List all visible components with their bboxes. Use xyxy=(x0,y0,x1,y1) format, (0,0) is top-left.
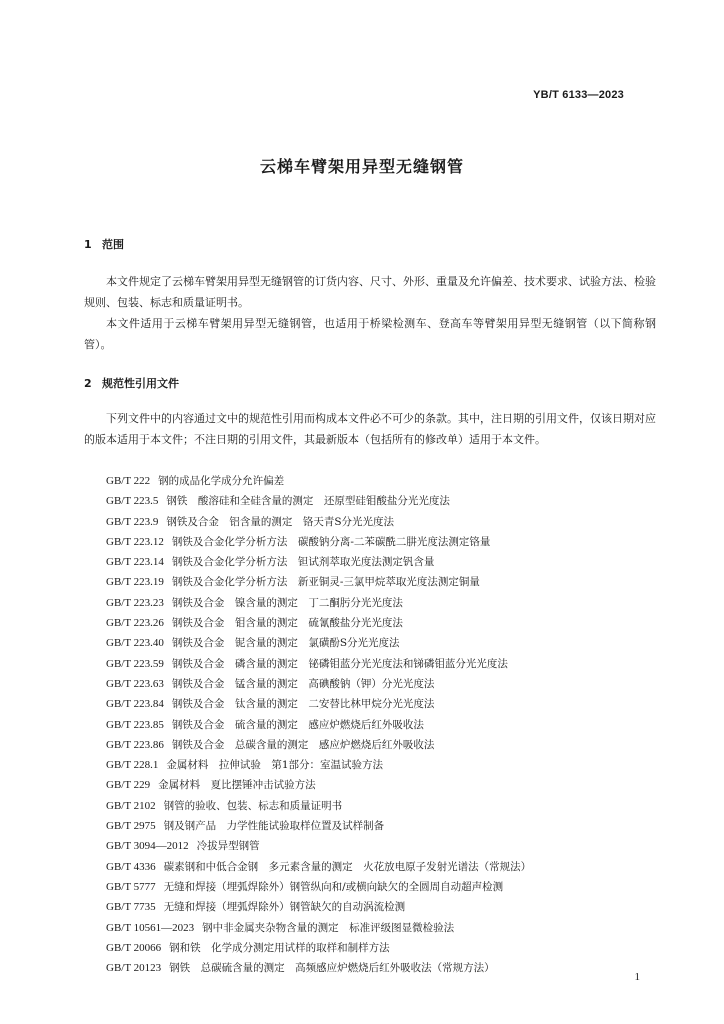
reference-item xyxy=(106,654,666,674)
reference-title: 钢铁及合金 钼含量的测定 硫氰酸盐分光光度法 xyxy=(171,617,403,630)
reference-item xyxy=(106,836,666,856)
reference-code: GB/T 2975 xyxy=(106,820,156,833)
reference-title: 钢铁及合金 铌含量的测定 氯磺酚S分光光度法 xyxy=(171,637,400,650)
reference-title: 钢铁及合金 锰含量的测定 高碘酸钠（钾）分光光度法 xyxy=(171,677,435,690)
section-1-heading xyxy=(84,236,124,252)
reference-title: 无缝和焊接（埋弧焊除外）钢管纵向和/或横向缺欠的全圆周自动超声检测 xyxy=(163,880,504,893)
reference-title: 钢铁 总碳硫含量的测定 高频感应炉燃烧后红外吸收法（常规方法） xyxy=(169,962,495,975)
reference-code: GB/T 223.40 xyxy=(106,637,164,650)
reference-item xyxy=(106,613,666,633)
reference-item xyxy=(106,857,666,877)
reference-code: GB/T 223.84 xyxy=(106,698,164,711)
reference-item xyxy=(106,938,666,958)
reference-item xyxy=(106,593,666,613)
reference-item xyxy=(106,775,666,795)
reference-item xyxy=(106,633,666,653)
reference-item xyxy=(106,735,666,755)
reference-item xyxy=(106,816,666,836)
document-code: YB/T 6133—2023 xyxy=(533,89,624,101)
reference-code: GB/T 223.23 xyxy=(106,596,164,609)
reference-title: 钢和铁 化学成分测定用试样的取样和制样方法 xyxy=(169,941,390,954)
reference-title: 钢铁 酸溶硅和全硅含量的测定 还原型硅钼酸盐分光光度法 xyxy=(166,495,450,508)
reference-title: 金属材料 夏比摆锤冲击试验方法 xyxy=(158,779,316,792)
normative-references-intro: 下列文件中的内容通过文中的规范性引用而构成本文件必不可少的条款。其中，注日期的引用文件，仅该日期对应的版本适用于本文件；不注日期的引用文件，其最新版本（包括所有的修改单）适用于本文件。 xyxy=(84,412,656,446)
reference-code: GB/T 20066 xyxy=(106,941,162,954)
reference-code: GB/T 223.63 xyxy=(106,677,164,690)
reference-title: 钢铁及合金 总碳含量的测定 感应炉燃烧后红外吸收法 xyxy=(171,738,435,751)
reference-title: 钢铁及合金 铝含量的测定 铬天青S分光光度法 xyxy=(166,515,395,528)
reference-code: GB/T 223.86 xyxy=(106,738,164,751)
reference-code: GB/T 223.26 xyxy=(106,617,164,630)
reference-title: 钢铁及合金 钛含量的测定 二安替比林甲烷分光光度法 xyxy=(171,698,435,711)
reference-code: GB/T 223.19 xyxy=(106,576,164,589)
reference-item xyxy=(106,958,666,978)
reference-code: GB/T 223.85 xyxy=(106,718,164,731)
reference-code: GB/T 20123 xyxy=(106,962,162,975)
reference-title: 碳素钢和中低合金钢 多元素含量的测定 火花放电原子发射光谱法（常规法） xyxy=(163,860,532,873)
reference-title: 钢铁及合金 磷含量的测定 铋磷钼蓝分光光度法和锑磷钼蓝分光光度法 xyxy=(171,657,508,670)
reference-item xyxy=(106,918,666,938)
reference-list xyxy=(106,471,666,978)
document-title: 云梯车臂架用异型无缝钢管 xyxy=(259,157,464,176)
reference-code: GB/T 223.12 xyxy=(106,535,164,548)
reference-code: GB/T 5777 xyxy=(106,880,156,893)
reference-item xyxy=(106,512,666,532)
reference-item xyxy=(106,471,666,491)
reference-item xyxy=(106,715,666,735)
reference-item xyxy=(106,552,666,572)
reference-code: GB/T 223.5 xyxy=(106,495,159,508)
reference-title: 钢中非金属夹杂物含量的测定 标准评级图显微检验法 xyxy=(202,921,455,934)
reference-title: 钢铁及合金化学分析方法 钽试剂萃取光度法测定钒含量 xyxy=(171,556,435,569)
reference-title: 金属材料 拉伸试验 第1部分：室温试验方法 xyxy=(166,759,384,772)
reference-title: 钢铁及合金 镍含量的测定 丁二酮肟分光光度法 xyxy=(171,596,403,609)
reference-code: GB/T 3094—2012 xyxy=(106,840,189,853)
reference-item xyxy=(106,796,666,816)
reference-title: 钢的成品化学成分允许偏差 xyxy=(158,475,285,487)
reference-item xyxy=(106,897,666,917)
reference-item xyxy=(106,674,666,694)
reference-title: 钢及钢产品 力学性能试验取样位置及试样制备 xyxy=(163,820,385,833)
reference-code: GB/T 222 xyxy=(106,475,151,487)
reference-item xyxy=(106,877,666,897)
reference-code: GB/T 228.1 xyxy=(106,759,159,772)
reference-title: 钢铁及合金化学分析方法 碳酸钠分离-二苯碳酰二肼光度法测定铬量 xyxy=(171,535,491,548)
reference-code: GB/T 223.59 xyxy=(106,657,164,670)
reference-item xyxy=(106,532,666,552)
reference-title: 钢铁及合金化学分析方法 新亚铜灵-三氯甲烷萃取光度法测定铜量 xyxy=(171,576,480,589)
reference-code: GB/T 2102 xyxy=(106,799,156,812)
reference-item xyxy=(106,491,666,511)
reference-item xyxy=(106,755,666,775)
scope-paragraph-2: 本文件适用于云梯车臂架用异型无缝钢管，也适用于桥梁检测车、登高车等臂架用异型无缝钢管（以下简称钢管）。 xyxy=(84,317,656,351)
section-2-number: 2 xyxy=(84,377,92,390)
reference-code: GB/T 10561—2023 xyxy=(106,921,195,934)
reference-code: GB/T 223.9 xyxy=(106,515,159,528)
section-1-title: 范围 xyxy=(102,238,124,251)
reference-title: 钢铁及合金 硫含量的测定 感应炉燃烧后红外吸收法 xyxy=(171,718,424,731)
reference-item xyxy=(106,572,666,592)
section-2-heading xyxy=(84,375,179,391)
reference-code: GB/T 229 xyxy=(106,779,151,792)
section-1-number: 1 xyxy=(84,238,92,251)
reference-item xyxy=(106,694,666,714)
reference-code: GB/T 223.14 xyxy=(106,556,164,569)
page-number: 1 xyxy=(634,971,640,983)
reference-code: GB/T 4336 xyxy=(106,860,156,873)
reference-title: 钢管的验收、包装、标志和质量证明书 xyxy=(163,799,343,812)
scope-paragraph-1: 本文件规定了云梯车臂架用异型无缝钢管的订货内容、尺寸、外形、重量及允许偏差、技术要求、试验方法、检验规则、包装、标志和质量证明书。 xyxy=(84,275,656,309)
reference-code: GB/T 7735 xyxy=(106,901,156,914)
reference-title: 冷拔异型钢管 xyxy=(196,840,260,853)
reference-title: 无缝和焊接（埋弧焊除外）钢管缺欠的自动涡流检测 xyxy=(163,901,406,914)
section-2-title: 规范性引用文件 xyxy=(102,377,179,390)
